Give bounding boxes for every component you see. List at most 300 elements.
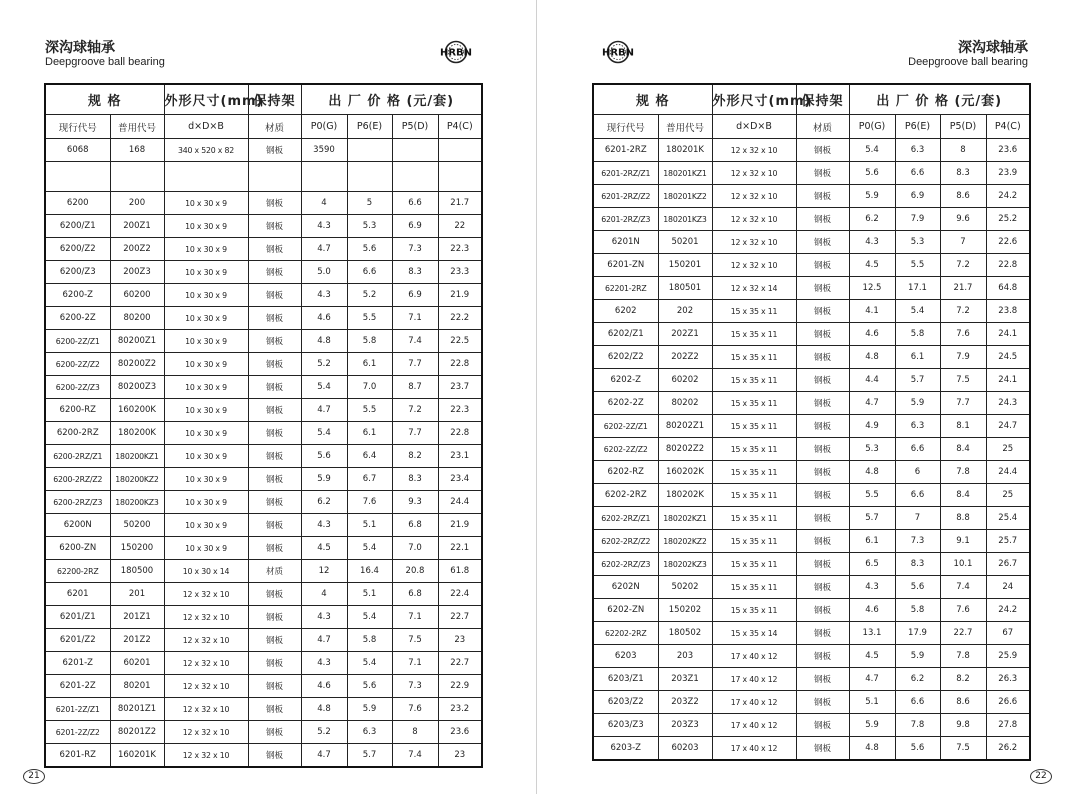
table-cell: 6.7 <box>347 468 392 491</box>
table-row <box>593 346 1030 369</box>
table-cell: 4.1 <box>849 300 895 323</box>
column-header: d×D×B <box>164 115 248 139</box>
table-cell: 23.3 <box>438 261 482 284</box>
table-cell: 10.1 <box>940 553 986 576</box>
table-cell: 6202N <box>593 576 658 599</box>
table-cell: 5.8 <box>347 629 392 652</box>
table-cell: 8.4 <box>940 438 986 461</box>
column-header: d×D×B <box>712 115 796 139</box>
table-cell: 17.1 <box>895 277 940 300</box>
table-cell: 7.0 <box>347 376 392 399</box>
table-cell: 80200 <box>110 307 164 330</box>
table-cell: 200 <box>110 192 164 215</box>
table-cell: 80200Z1 <box>110 330 164 353</box>
table-cell: 钢板 <box>248 652 301 675</box>
table-cell: 5.2 <box>301 721 347 744</box>
table-cell: 6201-2RZ <box>593 139 658 162</box>
table-cell: 5.1 <box>347 583 392 606</box>
table-cell: 6201-Z <box>45 652 110 675</box>
table-cell: 钢板 <box>796 139 849 162</box>
table-row <box>593 139 1030 162</box>
table-cell: 8.6 <box>940 691 986 714</box>
table-cell: 6201-2Z/Z1 <box>45 698 110 721</box>
table-cell: 钢板 <box>248 238 301 261</box>
table-row <box>45 238 482 261</box>
table-cell: 5.5 <box>347 399 392 422</box>
table-row <box>593 231 1030 254</box>
table-cell <box>392 162 438 192</box>
table-cell: 6200-2RZ/Z1 <box>45 445 110 468</box>
header-price: 出 厂 价 格 (元/套) <box>301 84 482 115</box>
hrbn-logo-icon <box>432 40 480 64</box>
table-cell: 80201Z1 <box>110 698 164 721</box>
table-cell: 4.7 <box>301 629 347 652</box>
table-cell: 钢板 <box>796 461 849 484</box>
table-cell: 201Z2 <box>110 629 164 652</box>
column-header: P6(E) <box>347 115 392 139</box>
table-cell: 67 <box>986 622 1030 645</box>
table-cell: 8.1 <box>940 415 986 438</box>
table-cell: 23.7 <box>438 376 482 399</box>
table-cell: 25 <box>986 438 1030 461</box>
table-cell: 5.1 <box>347 514 392 537</box>
table-cell: 13.1 <box>849 622 895 645</box>
table-cell: 6.1 <box>347 353 392 376</box>
table-cell: 7.1 <box>392 307 438 330</box>
table-cell: 6.9 <box>895 185 940 208</box>
table-cell: 6201-ZN <box>593 254 658 277</box>
table-cell: 22.8 <box>438 422 482 445</box>
table-cell: 7.0 <box>392 537 438 560</box>
table-cell: 7.3 <box>895 530 940 553</box>
table-cell: 10 x 30 x 9 <box>164 468 248 491</box>
left-page <box>0 0 536 794</box>
table-cell: 5.8 <box>347 330 392 353</box>
table-cell: 60201 <box>110 652 164 675</box>
table-cell: 22.8 <box>986 254 1030 277</box>
table-row <box>593 392 1030 415</box>
table-cell: 25 <box>986 484 1030 507</box>
table-cell: 26.7 <box>986 553 1030 576</box>
table-cell: 15 x 35 x 11 <box>712 300 796 323</box>
table-cell: 60202 <box>658 369 712 392</box>
table-cell: 7.1 <box>392 652 438 675</box>
table-cell: 24.4 <box>438 491 482 514</box>
table-row <box>593 668 1030 691</box>
table-cell: 150200 <box>110 537 164 560</box>
table-cell: 钢板 <box>248 215 301 238</box>
table-cell: 15 x 35 x 11 <box>712 530 796 553</box>
table-cell: 26.2 <box>986 737 1030 761</box>
table-cell: 22.3 <box>438 238 482 261</box>
table-row <box>45 652 482 675</box>
table-cell: 15 x 35 x 11 <box>712 369 796 392</box>
table-cell: 4.3 <box>301 215 347 238</box>
table-row <box>593 530 1030 553</box>
table-cell: 6.2 <box>301 491 347 514</box>
table-cell: 6.1 <box>347 422 392 445</box>
table-cell: 203Z3 <box>658 714 712 737</box>
table-cell: 23.6 <box>438 721 482 744</box>
table-cell: 6.3 <box>895 139 940 162</box>
table-cell: 钢板 <box>796 714 849 737</box>
table-cell: 62202-2RZ <box>593 622 658 645</box>
table-cell: 10 x 30 x 9 <box>164 422 248 445</box>
table-cell: 钢板 <box>796 530 849 553</box>
table-cell: 15 x 35 x 11 <box>712 553 796 576</box>
table-cell: 6200/Z2 <box>45 238 110 261</box>
table-cell: 6202-2RZ/Z2 <box>593 530 658 553</box>
table-cell: 7.4 <box>392 330 438 353</box>
table-cell: 15 x 35 x 11 <box>712 599 796 622</box>
table-cell: 22.9 <box>438 675 482 698</box>
table-cell: 16.4 <box>347 560 392 583</box>
header-price: 出 厂 价 格 (元/套) <box>849 84 1030 115</box>
page-title-en: Deepgroove ball bearing <box>908 56 1028 68</box>
price-table-right <box>592 83 1031 761</box>
table-cell: 25.2 <box>986 208 1030 231</box>
column-header: 现行代号 <box>45 115 110 139</box>
table-cell: 180502 <box>658 622 712 645</box>
table-cell: 23.6 <box>986 139 1030 162</box>
table-cell: 7.4 <box>940 576 986 599</box>
table-cell: 5.4 <box>347 606 392 629</box>
table-row <box>45 583 482 606</box>
table-cell: 6200 <box>45 192 110 215</box>
table-cell: 15 x 35 x 11 <box>712 484 796 507</box>
table-cell: 12.5 <box>849 277 895 300</box>
table-cell: 10 x 30 x 9 <box>164 399 248 422</box>
table-cell: 5.4 <box>301 422 347 445</box>
table-cell: 168 <box>110 139 164 162</box>
table-cell: 15 x 35 x 11 <box>712 323 796 346</box>
table-cell: 4.4 <box>849 369 895 392</box>
table-cell: 180201KZ1 <box>658 162 712 185</box>
table-cell: 7.6 <box>940 599 986 622</box>
table-cell: 24.2 <box>986 185 1030 208</box>
table-cell: 钢板 <box>796 300 849 323</box>
table-cell: 6200-2Z/Z3 <box>45 376 110 399</box>
table-cell: 10 x 30 x 9 <box>164 537 248 560</box>
table-cell: 4.6 <box>301 307 347 330</box>
table-cell: 7.6 <box>347 491 392 514</box>
table-cell: 7.5 <box>392 629 438 652</box>
table-cell: 12 x 32 x 10 <box>164 606 248 629</box>
table-cell: 钢板 <box>796 231 849 254</box>
table-cell: 6200-2RZ/Z2 <box>45 468 110 491</box>
table-cell: 23 <box>438 744 482 768</box>
table-cell: 10 x 30 x 9 <box>164 215 248 238</box>
table-row <box>45 721 482 744</box>
table-cell: 7.8 <box>895 714 940 737</box>
column-header: 材质 <box>248 115 301 139</box>
table-cell: 6.2 <box>895 668 940 691</box>
table-cell: 60203 <box>658 737 712 761</box>
table-cell: 7.1 <box>392 606 438 629</box>
table-cell: 12 x 32 x 10 <box>712 139 796 162</box>
table-cell: 7.3 <box>392 675 438 698</box>
table-cell: 6200-2Z/Z1 <box>45 330 110 353</box>
logo-text: HRBN <box>601 47 635 59</box>
table-cell: 钢板 <box>248 698 301 721</box>
table-row <box>593 369 1030 392</box>
table-cell: 23.8 <box>986 300 1030 323</box>
table-cell: 4.8 <box>849 461 895 484</box>
table-cell: 5 <box>347 192 392 215</box>
table-cell: 6202 <box>593 300 658 323</box>
table-cell: 6200-2RZ <box>45 422 110 445</box>
table-cell: 4.7 <box>849 392 895 415</box>
table-cell: 钢板 <box>796 438 849 461</box>
table-cell: 7.4 <box>392 744 438 768</box>
table-cell: 202Z1 <box>658 323 712 346</box>
table-cell: 201 <box>110 583 164 606</box>
table-cell: 6.3 <box>347 721 392 744</box>
table-cell: 50202 <box>658 576 712 599</box>
table-cell: 22.7 <box>438 652 482 675</box>
table-cell: 5.7 <box>347 744 392 768</box>
table-cell: 8.3 <box>392 468 438 491</box>
table-cell: 6201-2RZ/Z3 <box>593 208 658 231</box>
table-cell: 4.3 <box>849 231 895 254</box>
page-title-en: Deepgroove ball bearing <box>45 56 165 68</box>
table-cell: 6200N <box>45 514 110 537</box>
table-cell: 钢板 <box>248 139 301 162</box>
table-cell: 4.5 <box>301 537 347 560</box>
column-header: 普用代号 <box>110 115 164 139</box>
table-cell: 5.7 <box>849 507 895 530</box>
page-number: 22 <box>1030 769 1052 784</box>
table-cell: 5.6 <box>895 737 940 761</box>
table-cell: 10 x 30 x 9 <box>164 445 248 468</box>
table-cell: 7.2 <box>392 399 438 422</box>
table-row <box>593 576 1030 599</box>
table-cell: 10 x 30 x 9 <box>164 192 248 215</box>
table-row <box>45 698 482 721</box>
table-row <box>45 675 482 698</box>
header-spec: 规 格 <box>45 84 164 115</box>
table-cell: 6.9 <box>392 284 438 307</box>
table-cell: 钢板 <box>796 691 849 714</box>
table-cell: 钢板 <box>796 668 849 691</box>
table-cell: 4.8 <box>849 346 895 369</box>
table-cell: 7.5 <box>940 737 986 761</box>
table-row <box>593 185 1030 208</box>
table-cell: 10 x 30 x 9 <box>164 330 248 353</box>
table-cell: 7.9 <box>895 208 940 231</box>
table-cell: 5.8 <box>895 599 940 622</box>
table-cell: 22 <box>438 215 482 238</box>
table-cell: 15 x 35 x 11 <box>712 461 796 484</box>
table-cell: 180202KZ1 <box>658 507 712 530</box>
table-cell: 8.3 <box>895 553 940 576</box>
table-cell: 7.7 <box>392 422 438 445</box>
table-cell: 7 <box>895 507 940 530</box>
table-cell: 5.5 <box>849 484 895 507</box>
table-cell: 6201-2Z <box>45 675 110 698</box>
table-cell: 6068 <box>45 139 110 162</box>
table-cell: 12 x 32 x 10 <box>164 744 248 768</box>
table-cell: 钢板 <box>796 415 849 438</box>
table-cell: 钢板 <box>248 284 301 307</box>
header-cage: 保持架 <box>248 84 301 115</box>
table-cell: 23.1 <box>438 445 482 468</box>
table-row <box>593 691 1030 714</box>
table-cell: 7.8 <box>940 461 986 484</box>
table-cell: 80200Z2 <box>110 353 164 376</box>
table-cell: 6200-2Z/Z2 <box>45 353 110 376</box>
table-cell: 7.2 <box>940 254 986 277</box>
table-row <box>593 622 1030 645</box>
table-cell: 160200K <box>110 399 164 422</box>
table-cell: 6 <box>895 461 940 484</box>
table-cell: 8.6 <box>940 185 986 208</box>
table-row <box>45 139 482 162</box>
column-header: 普用代号 <box>658 115 712 139</box>
table-cell: 200Z1 <box>110 215 164 238</box>
table-cell: 钢板 <box>796 484 849 507</box>
table-cell: 80202 <box>658 392 712 415</box>
table-row <box>45 514 482 537</box>
table-cell: 180201K <box>658 139 712 162</box>
table-cell: 5.6 <box>895 576 940 599</box>
table-row <box>593 323 1030 346</box>
table-row <box>593 415 1030 438</box>
table-cell: 4.8 <box>301 330 347 353</box>
table-cell: 5.8 <box>895 323 940 346</box>
table-cell: 200Z2 <box>110 238 164 261</box>
table-cell: 20.8 <box>392 560 438 583</box>
table-cell: 钢板 <box>796 369 849 392</box>
table-cell: 6.1 <box>895 346 940 369</box>
table-cell: 8.4 <box>940 484 986 507</box>
table-cell: 25.4 <box>986 507 1030 530</box>
table-cell: 17 x 40 x 12 <box>712 668 796 691</box>
header-dims: 外形尺寸(mm) <box>164 84 248 115</box>
column-header: P0(G) <box>301 115 347 139</box>
column-header: P4(C) <box>438 115 482 139</box>
table-row <box>593 553 1030 576</box>
table-cell: 5.2 <box>347 284 392 307</box>
table-cell: 10 x 30 x 9 <box>164 261 248 284</box>
table-cell: 25.9 <box>986 645 1030 668</box>
table-cell: 6202-2RZ <box>593 484 658 507</box>
table-cell <box>164 162 248 192</box>
table-cell: 180200KZ1 <box>110 445 164 468</box>
table-cell: 8.3 <box>940 162 986 185</box>
table-row <box>593 438 1030 461</box>
table-row <box>45 629 482 652</box>
table-cell: 钢板 <box>796 185 849 208</box>
table-row <box>593 208 1030 231</box>
table-cell: 5.9 <box>895 645 940 668</box>
table-cell: 6203-Z <box>593 737 658 761</box>
table-cell: 180200K <box>110 422 164 445</box>
table-cell: 12 x 32 x 10 <box>164 698 248 721</box>
table-cell: 12 x 32 x 14 <box>712 277 796 300</box>
table-cell: 6203/Z1 <box>593 668 658 691</box>
table-cell: 5.6 <box>347 675 392 698</box>
table-cell: 6200-RZ <box>45 399 110 422</box>
table-cell: 4 <box>301 583 347 606</box>
table-cell: 5.6 <box>347 238 392 261</box>
table-cell: 5.3 <box>347 215 392 238</box>
table-cell: 22.4 <box>438 583 482 606</box>
table-cell: 203 <box>658 645 712 668</box>
table-row <box>593 507 1030 530</box>
table-cell: 6.6 <box>895 162 940 185</box>
table-cell: 21.7 <box>940 277 986 300</box>
table-cell: 340 x 520 x 82 <box>164 139 248 162</box>
table-row <box>593 254 1030 277</box>
table-cell: 钢板 <box>248 307 301 330</box>
table-cell: 6200-Z <box>45 284 110 307</box>
page-title-cn: 深沟球轴承 <box>45 40 115 56</box>
table-cell: 6202-RZ <box>593 461 658 484</box>
table-cell: 180202KZ2 <box>658 530 712 553</box>
table-cell: 5.7 <box>895 369 940 392</box>
table-cell: 4.5 <box>849 254 895 277</box>
table-cell: 6.8 <box>392 583 438 606</box>
table-cell: 6202-2RZ/Z3 <box>593 553 658 576</box>
table-cell: 80201 <box>110 675 164 698</box>
table-row <box>45 376 482 399</box>
table-cell: 钢板 <box>248 675 301 698</box>
table-cell: 12 x 32 x 10 <box>164 583 248 606</box>
table-cell: 6200-2Z <box>45 307 110 330</box>
table-cell: 180202K <box>658 484 712 507</box>
column-header: 现行代号 <box>593 115 658 139</box>
table-cell: 钢板 <box>248 583 301 606</box>
table-cell: 12 x 32 x 10 <box>164 721 248 744</box>
table-cell: 钢板 <box>248 261 301 284</box>
table-cell: 15 x 35 x 11 <box>712 576 796 599</box>
table-cell: 17 x 40 x 12 <box>712 691 796 714</box>
table-row <box>593 484 1030 507</box>
table-row <box>45 399 482 422</box>
table-cell: 6.8 <box>392 514 438 537</box>
table-cell: 4.7 <box>301 744 347 768</box>
table-cell: 钢板 <box>796 208 849 231</box>
table-cell: 10 x 30 x 9 <box>164 376 248 399</box>
table-cell: 6201-RZ <box>45 744 110 768</box>
table-cell: 8 <box>392 721 438 744</box>
table-cell: 4.8 <box>849 737 895 761</box>
table-cell: 6.6 <box>347 261 392 284</box>
table-cell: 钢板 <box>248 468 301 491</box>
table-row <box>45 284 482 307</box>
table-cell: 203Z1 <box>658 668 712 691</box>
table-cell: 4.7 <box>849 668 895 691</box>
table-cell <box>392 139 438 162</box>
table-cell: 9.1 <box>940 530 986 553</box>
table-cell: 钢板 <box>248 445 301 468</box>
blank-row <box>45 162 482 192</box>
table-cell: 9.6 <box>940 208 986 231</box>
table-cell: 钢板 <box>248 606 301 629</box>
table-cell: 17.9 <box>895 622 940 645</box>
table-cell: 21.7 <box>438 192 482 215</box>
table-cell: 160202K <box>658 461 712 484</box>
table-cell: 80202Z2 <box>658 438 712 461</box>
table-cell: 5.9 <box>301 468 347 491</box>
table-cell: 180200KZ3 <box>110 491 164 514</box>
table-cell: 3590 <box>301 139 347 162</box>
table-cell: 9.8 <box>940 714 986 737</box>
table-cell: 5.4 <box>849 139 895 162</box>
table-cell: 5.9 <box>849 185 895 208</box>
table-cell: 4.5 <box>849 645 895 668</box>
